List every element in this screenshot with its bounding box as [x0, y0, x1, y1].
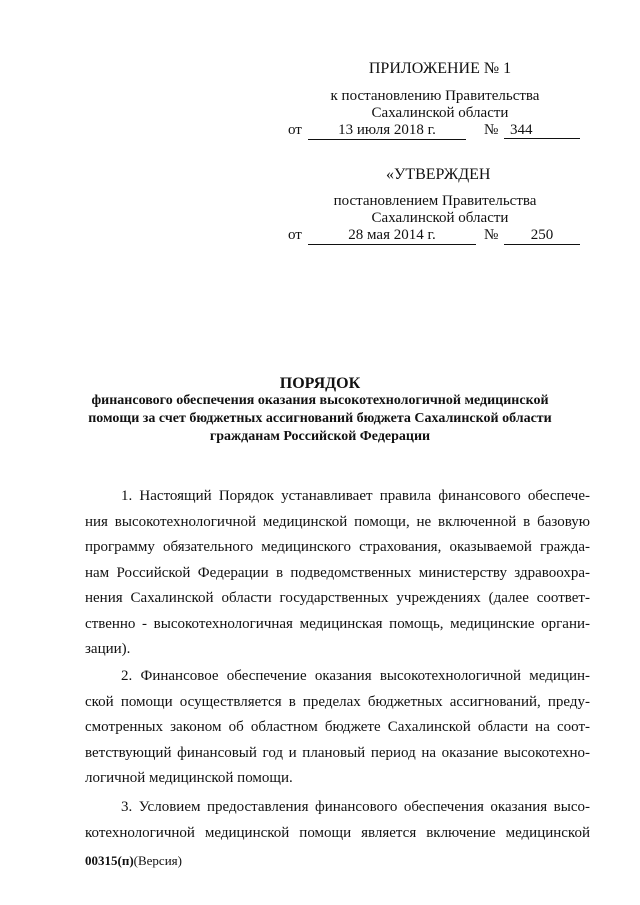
approved-date-row [288, 227, 588, 247]
appendix-number: 344 [504, 122, 580, 139]
approved-number-label: № [484, 227, 499, 243]
paragraph-line: 3. Условием предоставления финансового обеспечения оказания высо- [121, 799, 590, 815]
paragraph-line: 1. Настоящий Порядок устанавливает правила финансового обеспече- [121, 488, 590, 504]
subtitle-line: помощи за счет бюджетных ассигнований бюджета Сахалинской области [88, 411, 552, 426]
paragraph-line: котехнологичной медицинской помощи является включение медицинской [85, 824, 590, 841]
appendix-from-label: от [288, 122, 302, 138]
appendix-number-label: № [484, 122, 499, 138]
approved-by-line: постановлением Правительства [333, 193, 537, 209]
paragraph-line: 2. Финансовое обеспечение оказания высокотехнологичной медицин- [121, 668, 590, 684]
appendix-date: 13 июля 2018 г. [308, 122, 466, 140]
footer [85, 853, 182, 869]
paragraph-line: программу обязательного медицинского страхования, оказываемой гражда- [85, 539, 590, 555]
paragraph-line: ственно - высокотехнологичная медицинская помощь, медицинские органи- [85, 615, 590, 632]
document-title: ПОРЯДОК [279, 375, 361, 392]
paragraph-line: смотренных законом об областном бюджете Сахалинской области на соот- [85, 719, 590, 735]
approved-date: 28 мая 2014 г. [308, 227, 476, 245]
paragraph-3 [85, 795, 590, 846]
approved-from-label: от [288, 227, 302, 243]
paragraph-1 [85, 484, 590, 663]
subtitle-line: финансового обеспечения оказания высокотехнологичной медицинской [91, 393, 549, 408]
paragraph-2 [85, 664, 590, 792]
approved-title: «УТВЕРЖДЕН [386, 166, 491, 183]
approved-region-line: Сахалинской области [371, 210, 509, 226]
appendix-region-line: Сахалинской области [371, 105, 509, 121]
appendix-date-row [288, 122, 588, 142]
paragraph-line: логичной медицинской помощи. [85, 770, 293, 786]
footer-code: 00315(п) [85, 853, 134, 868]
paragraph-line: нам Российской Федерации в подведомственных министерству здравоохра- [85, 564, 590, 581]
paragraph-line: ния высокотехнологичной медицинской помощи, не включенной в базовую [85, 513, 590, 530]
approved-number: 250 [504, 227, 580, 245]
appendix-to-line: к постановлению Правительства [330, 88, 540, 104]
document-subtitle [70, 392, 570, 446]
paragraph-line: ской помощи осуществляется в пределах бюджетных ассигнований, преду- [85, 693, 590, 710]
footer-version: (Версия) [133, 853, 182, 868]
paragraph-line: нения Сахалинской области государственных учреждениях (далее соответ- [85, 590, 590, 606]
paragraph-line: ветствующий финансовый год и плановый период на оказание высокотехно- [85, 744, 590, 761]
paragraph-line: зации). [85, 641, 131, 657]
appendix-title: ПРИЛОЖЕНИЕ № 1 [368, 60, 512, 77]
subtitle-line: гражданам Российской Федерации [209, 429, 431, 444]
